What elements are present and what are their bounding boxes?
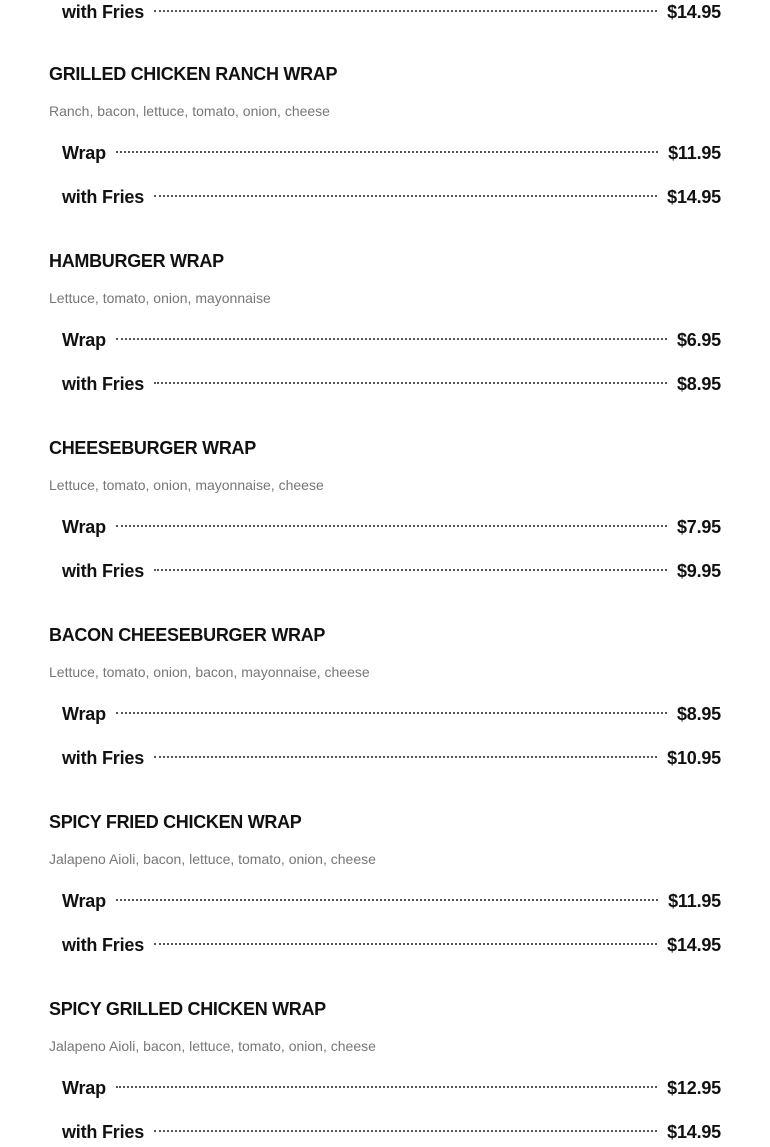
item-description: Jalapeno Aioli, bacon, lettuce, tomato, onion, cheese <box>49 1038 376 1054</box>
option-label: Wrap <box>62 516 106 537</box>
item-description: Lettuce, tomato, onion, bacon, mayonnaise, cheese <box>49 664 370 680</box>
dotted-leader <box>116 525 667 527</box>
price-row-fries <box>62 1120 721 1144</box>
dotted-leader <box>154 195 657 197</box>
price-row-wrap <box>62 515 721 539</box>
option-price: $8.95 <box>676 373 721 394</box>
dotted-leader <box>116 899 658 901</box>
price-row-wrap <box>62 328 721 352</box>
option-label: with Fries <box>62 186 145 207</box>
item-title: SPICY GRILLED CHICKEN WRAP <box>49 999 326 1019</box>
dotted-leader <box>154 569 667 571</box>
option-price: $14.95 <box>667 934 721 955</box>
option-label: Wrap <box>62 703 106 724</box>
option-price: $6.95 <box>676 329 721 350</box>
option-label: Wrap <box>62 142 106 163</box>
item-title: GRILLED CHICKEN RANCH WRAP <box>49 64 338 84</box>
menu-item <box>49 249 721 396</box>
option-price: $8.95 <box>676 703 721 724</box>
item-title: SPICY FRIED CHICKEN WRAP <box>49 812 302 832</box>
option-label: with Fries <box>62 934 145 955</box>
item-title: HAMBURGER WRAP <box>49 251 224 271</box>
dotted-leader <box>154 943 657 945</box>
item-description: Jalapeno Aioli, bacon, lettuce, tomato, onion, cheese <box>49 851 376 867</box>
dotted-leader <box>116 338 667 340</box>
item-title: CHEESEBURGER WRAP <box>49 438 256 458</box>
option-price: $7.95 <box>676 516 721 537</box>
dotted-leader <box>154 382 667 384</box>
price-row-fries <box>62 746 721 770</box>
price-row-fries <box>62 933 721 957</box>
price-row-wrap <box>62 889 721 913</box>
price-row-wrap <box>62 1076 721 1100</box>
option-label: Wrap <box>62 890 106 911</box>
item-description: Lettuce, tomato, onion, mayonnaise, cheese <box>49 477 324 493</box>
price-row-fries <box>62 185 721 209</box>
menu-item <box>49 810 721 957</box>
option-price: $9.95 <box>676 560 721 581</box>
menu-item <box>49 623 721 770</box>
dotted-leader <box>116 712 667 714</box>
price-row-wrap <box>62 141 721 165</box>
price-row-fries <box>62 372 721 396</box>
option-price: $14.95 <box>667 1121 721 1142</box>
option-label: with Fries <box>62 373 145 394</box>
menu-item <box>49 436 721 583</box>
option-label: with Fries <box>62 1121 145 1142</box>
option-price: $10.95 <box>667 747 721 768</box>
option-price: $14.95 <box>667 1 721 22</box>
dotted-leader <box>116 1086 657 1088</box>
menu-item <box>49 997 721 1144</box>
price-row-fries <box>62 559 721 583</box>
option-label: with Fries <box>62 1 145 22</box>
option-price: $14.95 <box>667 186 721 207</box>
option-price: $11.95 <box>668 142 721 163</box>
dotted-leader <box>154 756 657 758</box>
item-title: BACON CHEESEBURGER WRAP <box>49 625 326 645</box>
item-description: Lettuce, tomato, onion, mayonnaise <box>49 290 271 306</box>
price-row-wrap <box>62 702 721 726</box>
dotted-leader <box>154 10 657 12</box>
menu-item <box>49 62 721 209</box>
dotted-leader <box>154 1130 657 1132</box>
option-label: with Fries <box>62 747 145 768</box>
option-price: $11.95 <box>668 890 721 911</box>
option-label: with Fries <box>62 560 145 581</box>
dotted-leader <box>116 151 658 153</box>
option-label: Wrap <box>62 1077 106 1098</box>
price-row-fries <box>62 0 721 24</box>
option-label: Wrap <box>62 329 106 350</box>
option-price: $12.95 <box>667 1077 721 1098</box>
item-description: Ranch, bacon, lettuce, tomato, onion, cheese <box>49 103 330 119</box>
